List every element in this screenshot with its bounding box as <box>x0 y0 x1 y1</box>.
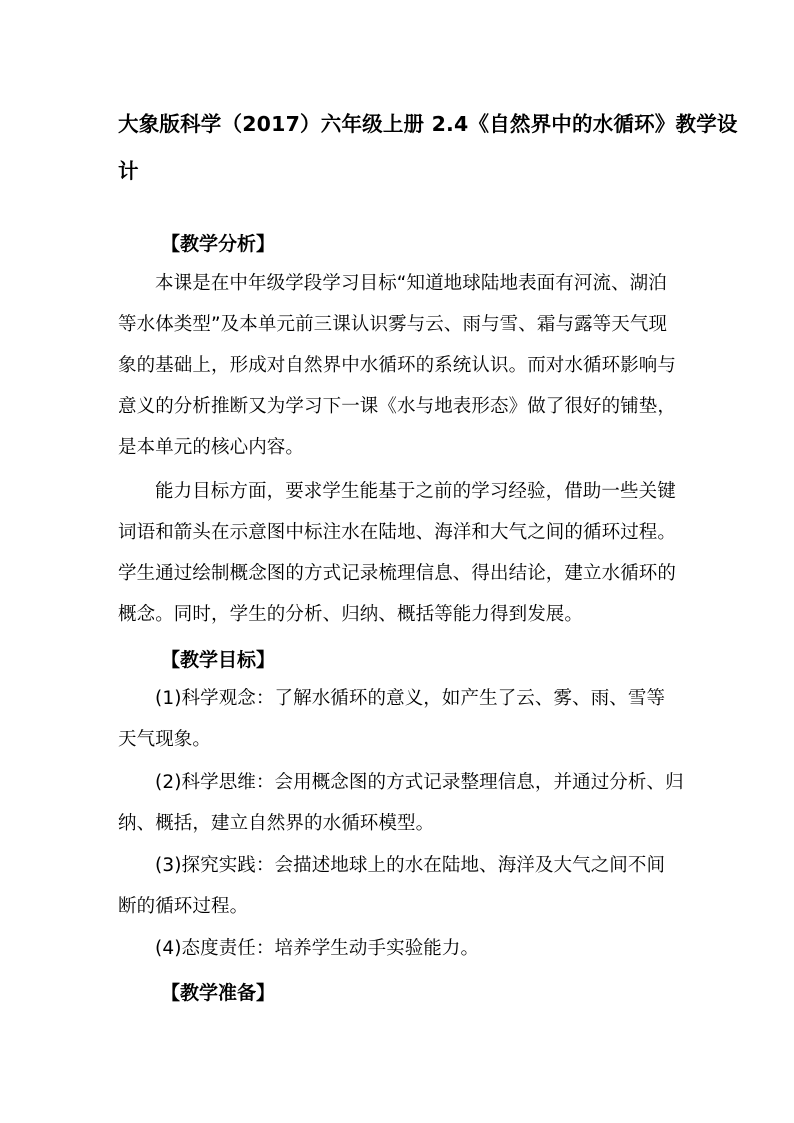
text-line: (3)探究实践：会描述地球上的水在陆地、海洋及大气之间不间 <box>155 855 666 876</box>
text-line: 词语和箭头在示意图中标注水在陆地、海洋和大气之间的循环过程。 <box>118 522 677 543</box>
section-heading-analysis: 【教学分析】 <box>161 233 276 255</box>
text-line: 象的基础上，形成对自然界中水循环的系统认识。而对水循环影响与 <box>118 355 677 376</box>
text-line: 本课是在中年级学段学习目标“知道地球陆地表面有河流、湖泊 <box>155 273 667 294</box>
section-heading-objectives: 【教学目标】 <box>161 649 276 671</box>
text-line: 学生通过绘制概念图的方式记录梳理信息、得出结论，建立水循环的 <box>118 563 677 584</box>
text-line: (4)态度责任：培养学生动手实验能力。 <box>155 938 480 959</box>
analysis-paragraph-1 <box>118 263 688 468</box>
objective-item-2 <box>118 762 688 844</box>
text-line: 等水体类型”及本单元前三课认识雾与云、雨与雪、霜与露等天气现 <box>118 314 668 335</box>
text-line: (1)科学观念：了解水循环的意义，如产生了云、雾、雨、雪等 <box>155 688 666 709</box>
section-heading-preparation: 【教学准备】 <box>161 982 276 1004</box>
objective-item-4 <box>118 928 688 969</box>
text-line: 意义的分析推断又为学习下一课《水与地表形态》做了很好的铺垫， <box>118 396 677 417</box>
text-line: 能力目标方面，要求学生能基于之前的学习经验，借助一些关键 <box>155 481 676 502</box>
objective-item-3 <box>118 845 688 927</box>
document-title <box>118 101 738 195</box>
title-line-2: 计 <box>118 159 139 183</box>
text-line: 纳、概括，建立自然界的水循环模型。 <box>118 813 435 834</box>
objective-item-1 <box>118 678 688 760</box>
text-line: 是本单元的核心内容。 <box>118 437 305 458</box>
analysis-paragraph-2 <box>118 471 688 635</box>
text-line: 断的循环过程。 <box>118 896 249 917</box>
text-line: (2)科学思维：会用概念图的方式记录整理信息，并通过分析、归 <box>155 772 684 793</box>
title-line-1: 大象版科学（2017）六年级上册 2.4《自然界中的水循环》教学设 <box>118 112 738 136</box>
text-line: 概念。同时，学生的分析、归纳、概括等能力得到发展。 <box>118 604 584 625</box>
text-line: 天气现象。 <box>118 729 212 750</box>
